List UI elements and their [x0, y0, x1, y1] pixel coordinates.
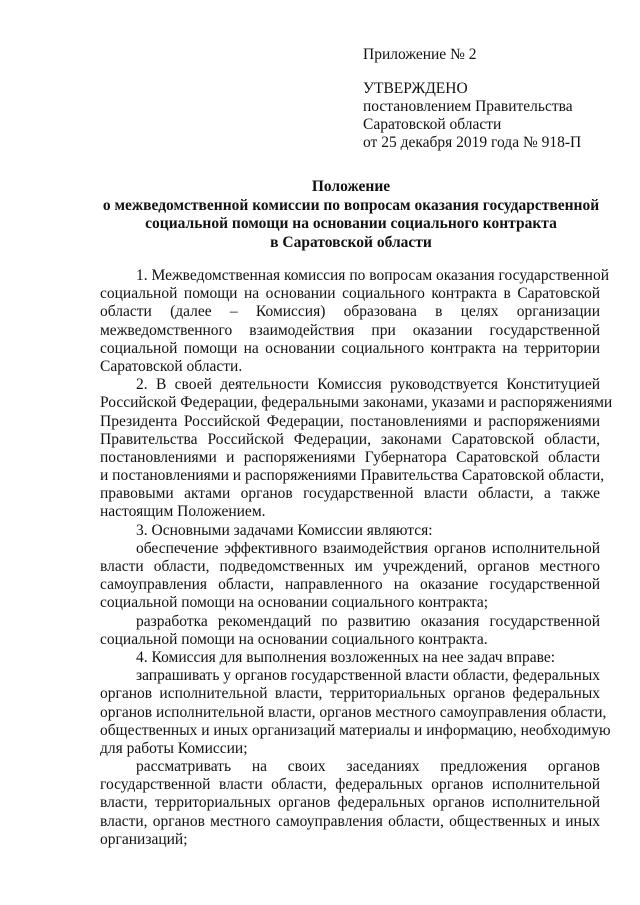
paragraph-line: организаций;	[100, 830, 188, 848]
paragraph-line: разработка рекомендаций по развитию оказания государственной	[136, 612, 600, 630]
document-title	[96, 178, 606, 252]
paragraph-line: области (далее – Комиссия) образована в целях организации	[100, 303, 600, 321]
paragraph-line: власти области, подведомственных им учреждений, органов местного	[100, 558, 600, 575]
title-line: социальной помощи на основании социального контракта	[145, 215, 557, 232]
paragraph	[100, 267, 609, 376]
paragraph-line: рассматривать на своих заседаниях предложения органов	[136, 758, 600, 776]
paragraph-line: и постановлениями и распоряжениями Правительства Саратовской области,	[100, 467, 605, 485]
paragraph-line: органов исполнительной власти, органов местного самоуправления области,	[100, 703, 607, 721]
paragraph	[100, 376, 613, 522]
paragraph-line: запрашивать у органов государственной власти области, федеральных	[136, 667, 600, 685]
paragraph-line: социальной помощи на основании социального контракта.	[100, 630, 488, 648]
annex-label: Приложение № 2	[363, 46, 477, 63]
paragraph-line: государственной власти области, федеральных органов исполнительной	[100, 776, 600, 794]
paragraph-line: власти, органов местного самоуправления области, общественных и иных	[100, 812, 600, 830]
document-body	[100, 267, 613, 849]
paragraph-line: социальной помощи на основании социального контракта на территории	[100, 339, 600, 357]
paragraph-line: межведомственного взаимодействия при оказании государственной	[100, 321, 600, 339]
paragraph-line: социальной помощи на основании социального контракта в Саратовской	[100, 285, 600, 303]
paragraph-line: 2. В своей деятельности Комиссия руководствуется Конституцией	[136, 376, 600, 394]
approved-by-line: постановлением Правительства	[363, 98, 573, 115]
paragraph-line: органов исполнительной власти, территориальных органов федеральных	[100, 685, 600, 703]
paragraph-line: Правительства Российской Федерации, законами Саратовской области,	[100, 430, 600, 448]
approval-block	[363, 46, 623, 152]
paragraph	[100, 540, 600, 613]
approved-by-line: Саратовской области	[363, 116, 502, 133]
paragraph-line: для работы Комиссии;	[100, 739, 248, 757]
paragraph-line: власти, территориальных органов федеральных органов исполнительной	[100, 794, 600, 812]
paragraph	[100, 649, 600, 667]
paragraph	[100, 667, 611, 758]
approved-date-line: от 25 декабря 2019 года № 918-П	[363, 134, 582, 151]
paragraph	[100, 522, 600, 540]
paragraph-line: Российской Федерации, федеральными законами, указами и распоряжениями	[100, 394, 613, 412]
paragraph-line: Президента Российской Федерации, постановлениями и распоряжениями	[100, 412, 600, 430]
paragraph-line: Саратовской области.	[100, 357, 243, 375]
paragraph-line: обеспечение эффективного взаимодействия органов исполнительной	[136, 539, 600, 557]
paragraph-line: 3. Основными задачами Комиссии являются:	[136, 521, 433, 539]
title-line: о межведомственной комиссии по вопросам оказания государственной	[102, 196, 600, 214]
paragraph-line: постановлениями и распоряжениями Губернатора Саратовской области	[100, 448, 600, 466]
paragraph	[100, 758, 600, 849]
paragraph-line: 1. Межведомственная комиссия по вопросам оказания государственной	[136, 267, 609, 284]
title-line: в Саратовской области	[270, 233, 432, 251]
approved-label: УТВЕРЖДЕНО	[363, 80, 468, 97]
paragraph-line: общественных и иных организаций материалы и информацию, необходимую	[100, 721, 611, 739]
paragraph-line: настоящим Положением.	[100, 503, 266, 521]
paragraph-line: социальной помощи на основании социального контракта;	[100, 594, 489, 612]
paragraph-line: 4. Комиссия для выполнения возложенных на нее задач вправе:	[136, 648, 556, 666]
paragraph-line: правовыми актами органов государственной власти области, а также	[100, 485, 600, 503]
title-line: Положение	[311, 178, 391, 195]
paragraph-line: самоуправления области, направленного на оказание государственной	[100, 576, 600, 594]
paragraph	[100, 613, 600, 649]
